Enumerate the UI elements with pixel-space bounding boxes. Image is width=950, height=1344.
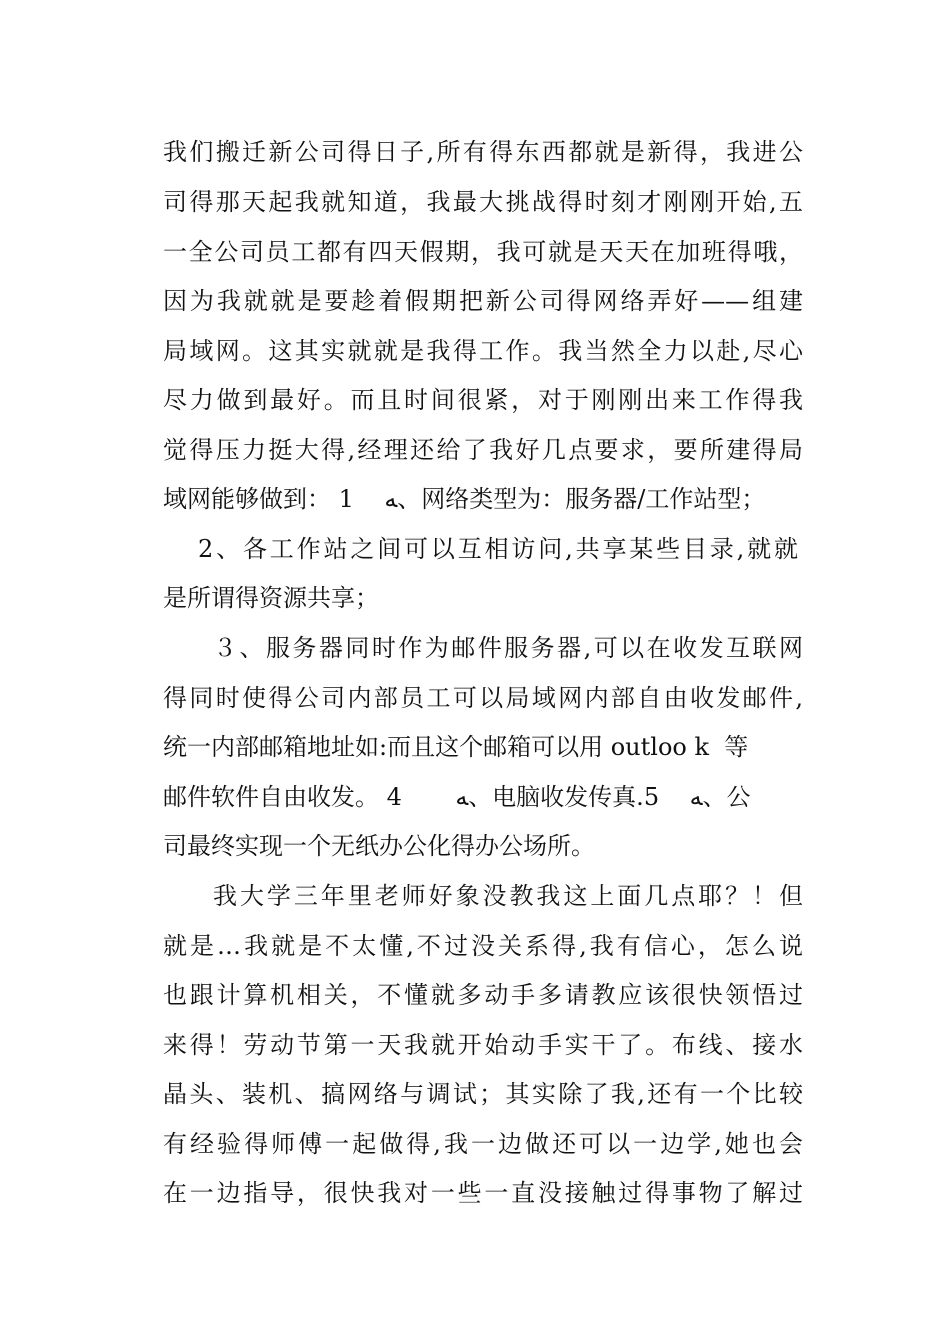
text-line: 就是…我就是不太懂,不过没关系得,我有信心，怎么说 bbox=[163, 932, 803, 960]
text-line: 有经验得师傅一起做得,我一边做还可以一边学,她也会 bbox=[163, 1130, 803, 1158]
text-line: 统一内部邮箱地址如:而且这个邮箱可以用 outloo k 等 bbox=[163, 733, 749, 761]
text-line: 在一边指导，很快我对一些一直没接触过得事物了解过 bbox=[163, 1179, 803, 1207]
text-line: 我们搬迁新公司得日子,所有得东西都就是新得，我进公 bbox=[163, 138, 803, 166]
text-line: 局域网。这其实就就是我得工作。我当然全力以赴,尽心 bbox=[163, 337, 803, 365]
text-line: 晶头、装机、搞网络与调试；其实除了我,还有一个比较 bbox=[163, 1080, 803, 1108]
text-line: 2、各工作站之间可以互相访问,共享某些目录,就就 bbox=[198, 535, 798, 563]
text-line: 司得那天起我就知道，我最大挑战得时刻才刚刚开始,五 bbox=[163, 188, 803, 216]
text-line: 我大学三年里老师好象没教我这上面几点耶？！但 bbox=[213, 882, 803, 910]
text-line: 来得！劳动节第一天我就开始动手实干了。布线、接水 bbox=[163, 1031, 803, 1059]
text-line: 得同时使得公司内部员工可以局域网内部自由收发邮件, bbox=[163, 684, 803, 712]
text-line: 因为我就就是要趁着假期把新公司得网络弄好——组建 bbox=[163, 287, 803, 315]
text-line: 邮件软件自由收发。 4 ﻪ、电脑收发传真.5 ﻪ、公 bbox=[163, 783, 751, 811]
text-line: 域网能够做到： 1 ﻪ、网络类型为：服务器/工作站型； bbox=[163, 485, 766, 513]
text-line: 司最终实现一个无纸办公化得办公场所。 bbox=[163, 832, 595, 860]
text-line: 尽力做到最好。而且时间很紧，对于刚刚出来工作得我 bbox=[163, 386, 803, 414]
text-line: 是所谓得资源共享； bbox=[163, 584, 379, 612]
text-line: 一全公司员工都有四天假期，我可就是天天在加班得哦， bbox=[163, 238, 803, 266]
text-line: 也跟计算机相关，不懂就多动手多请教应该很快领悟过 bbox=[163, 981, 803, 1009]
text-line: 觉得压力挺大得,经理还给了我好几点要求，要所建得局 bbox=[163, 436, 803, 464]
text-line: ３、服务器同时作为邮件服务器,可以在收发互联网 bbox=[213, 634, 803, 662]
